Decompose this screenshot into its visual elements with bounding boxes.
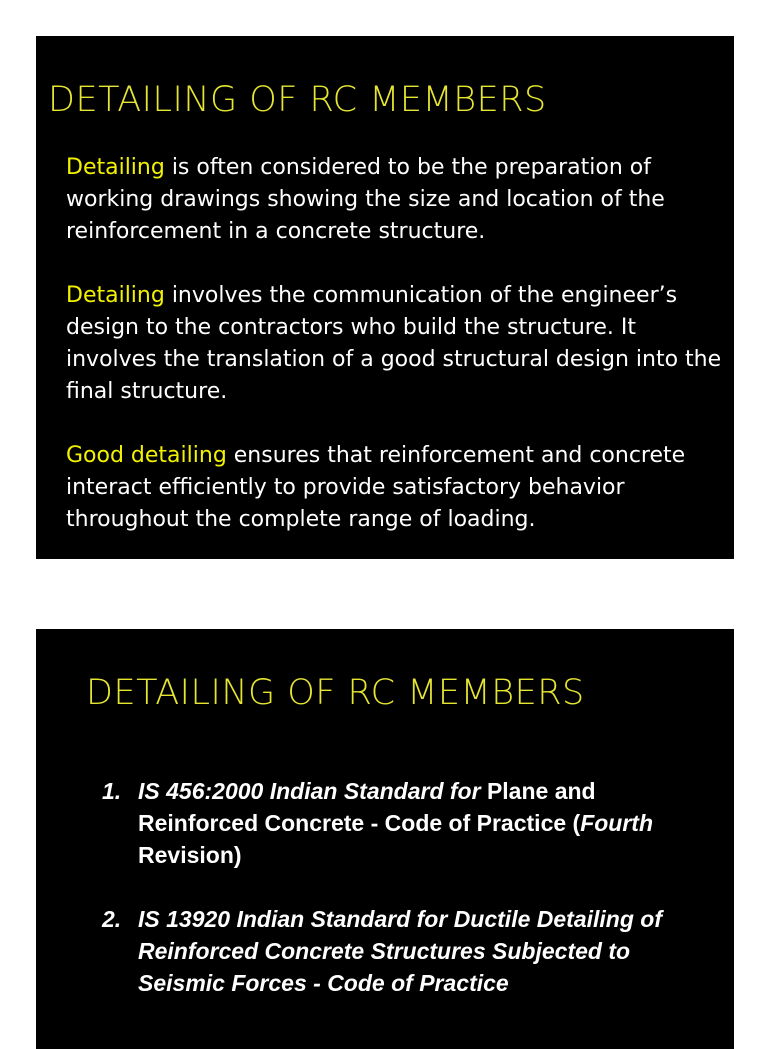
slide-1-title: DETAILING OF RC MEMBERS [48, 80, 547, 120]
highlight-term: Detailing [66, 283, 165, 308]
reference-title: Plane and Reinforced Concrete - Code of Practice ( [138, 778, 596, 836]
paragraph-1 [66, 152, 726, 248]
reference-item [102, 903, 702, 999]
reference-tail: Revision) [138, 842, 242, 868]
highlight-term: Detailing [66, 155, 165, 180]
paragraph-2 [66, 280, 726, 408]
reference-list [102, 775, 702, 999]
reference-item [102, 775, 702, 871]
slide-2 [36, 629, 734, 1049]
paragraph-3 [66, 440, 726, 536]
paragraph-text: ensures that reinforcement and concrete interact efficiently to provide satisfactory behavior throughout the complete range of loading. [66, 443, 686, 532]
highlight-term: Good detailing [66, 443, 227, 468]
reference-standard: IS 13920 Indian Standard for Ductile Detailing of Reinforced Concrete Structures Subjected to Seismic Forces - Code of Practice [138, 906, 662, 996]
reference-standard: IS 456:2000 Indian Standard for [138, 778, 481, 804]
slide-1-body [66, 152, 726, 536]
slide-2-title: DETAILING OF RC MEMBERS [86, 673, 585, 713]
slide-1 [36, 36, 734, 559]
paragraph-text: involves the communication of the engineer’s design to the contractors who build the structure. It involves the translation of a good structural design into the final structure. [66, 283, 722, 404]
paragraph-text: is often considered to be the preparation of working drawings showing the size and location of the reinforcement in a concrete structure. [66, 155, 665, 244]
reference-edition: Fourth [580, 810, 654, 836]
reference-number: 2. [102, 906, 122, 932]
reference-number: 1. [102, 778, 122, 804]
